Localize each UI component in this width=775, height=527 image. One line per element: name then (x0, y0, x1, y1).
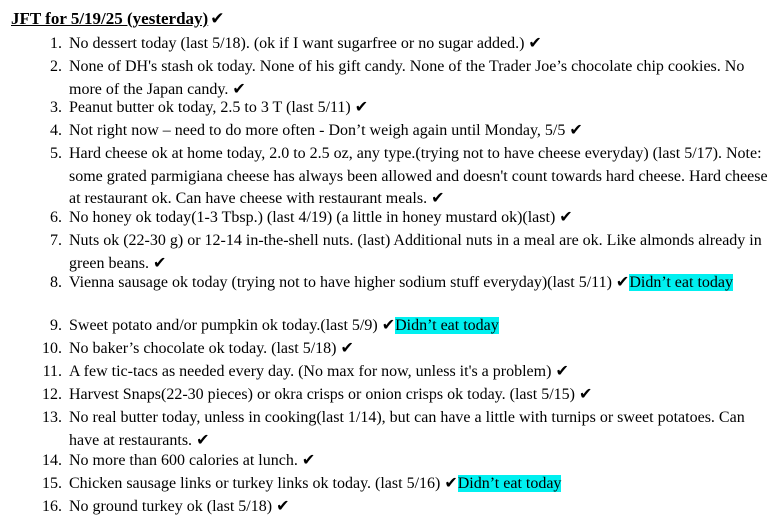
item-text-body: Chicken sausage links or turkey links ok today. (last 5/16) (69, 475, 441, 492)
item-text-body: Sweet potato and/or pumpkin ok today.(last 5/9) (69, 317, 378, 334)
item-number: 14. (42, 452, 62, 469)
item-text (69, 33, 768, 56)
item-text (69, 384, 768, 407)
item-text (69, 120, 768, 143)
item-text-body: Hard cheese ok at home today, 2.0 to 2.5 oz, any type.(trying not to have cheese everyday) (last 5/17). Note: some grated parmigiana cheese has always been allowed and doesn't count towards hard cheese. Hard cheese at restaurant ok. Can have cheese with restaurant meals. (69, 145, 768, 207)
check-icon: ✔ (555, 363, 569, 380)
item-number: 7. (50, 232, 62, 249)
document-title (11, 8, 224, 30)
item-text-body: None of DH's stash ok today. None of his gift candy. None of the Trader Joe’s chocolate chip cookies. No more of the Japan candy. (69, 58, 745, 98)
item-text (69, 230, 768, 275)
item-text (69, 207, 768, 230)
item-number: 5. (50, 145, 62, 162)
item-number: 8. (50, 274, 62, 291)
item-text-body: No real butter today, unless in cooking(last 1/14), but can have a little with turnips or sweet potatoes. Can have at restaurants. (69, 409, 745, 449)
item-text (69, 338, 768, 361)
check-icon: ✔ (528, 35, 542, 52)
item-text-body: No baker’s chocolate ok today. (last 5/18) (69, 340, 337, 357)
item-text (69, 407, 768, 452)
item-text-body: Peanut butter ok today, 2.5 to 3 T (last 5/11) (69, 99, 351, 116)
item-text-body: A few tic-tacs as needed every day. (No max for now, unless it's a problem) (69, 363, 552, 380)
item-number: 6. (50, 209, 62, 226)
check-icon: ✔ (340, 340, 354, 357)
item-text (69, 450, 768, 473)
item-number: 4. (50, 122, 62, 139)
item-text-body: No honey ok today(1-3 Tbsp.) (last 4/19) (a little in honey mustard ok)(last) (69, 209, 556, 226)
item-text (69, 315, 768, 338)
item-text-body: Harvest Snaps(22-30 pieces) or okra crisps or onion crisps ok today. (last 5/15) (69, 386, 575, 403)
item-text (69, 97, 768, 120)
check-icon: ✔ (615, 274, 630, 291)
check-icon: ✔ (578, 386, 593, 403)
item-text-body: Nuts ok (22-30 g) or 12-14 in-the-shell nuts. (last) Additional nuts in a meal are ok. Like almonds already in green beans. (69, 232, 762, 272)
item-text-body: Not right now – need to do more often - Don’t weigh again until Monday, 5/5 (69, 122, 566, 139)
item-number: 1. (50, 35, 62, 52)
item-number: 11. (42, 363, 62, 380)
highlight-note: Didn’t eat today (395, 317, 499, 334)
check-icon: ✔ (444, 475, 458, 492)
item-number: 3. (50, 99, 62, 116)
check-icon: ✔ (381, 317, 396, 334)
item-text (69, 272, 768, 295)
check-icon: ✔ (559, 209, 573, 226)
item-text-body: No dessert today (last 5/18). (ok if I want sugarfree or no sugar added.) (69, 35, 525, 52)
check-icon: ✔ (354, 99, 369, 116)
item-text (69, 496, 768, 519)
check-icon: ✔ (276, 498, 290, 515)
title-check-icon: ✔ (210, 9, 225, 28)
item-text-body: Vienna sausage ok today (trying not to have higher sodium stuff everyday)(last 5/11) (69, 274, 612, 291)
item-text (69, 361, 768, 384)
item-text (69, 143, 768, 211)
check-icon: ✔ (232, 80, 246, 98)
item-number: 9. (50, 317, 62, 334)
check-icon: ✔ (569, 122, 583, 139)
item-number: 2. (50, 58, 62, 75)
item-text (69, 473, 768, 496)
item-number: 13. (42, 409, 62, 426)
item-text (69, 56, 768, 101)
highlight-note: Didn’t eat today (457, 475, 562, 492)
item-number: 12. (42, 386, 62, 403)
highlight-note: Didn’t eat today (629, 274, 733, 291)
item-number: 10. (42, 340, 62, 357)
item-text-body: No more than 600 calories at lunch. (69, 452, 298, 469)
item-number: 15. (42, 475, 62, 492)
check-icon: ✔ (301, 452, 316, 469)
check-icon: ✔ (196, 431, 210, 449)
item-number: 16. (42, 498, 62, 515)
check-icon: ✔ (431, 190, 445, 207)
item-text-body: No ground turkey ok (last 5/18) (69, 498, 273, 515)
check-icon: ✔ (152, 254, 167, 272)
title-text: JFT for 5/19/25 (yesterday) (11, 9, 209, 28)
